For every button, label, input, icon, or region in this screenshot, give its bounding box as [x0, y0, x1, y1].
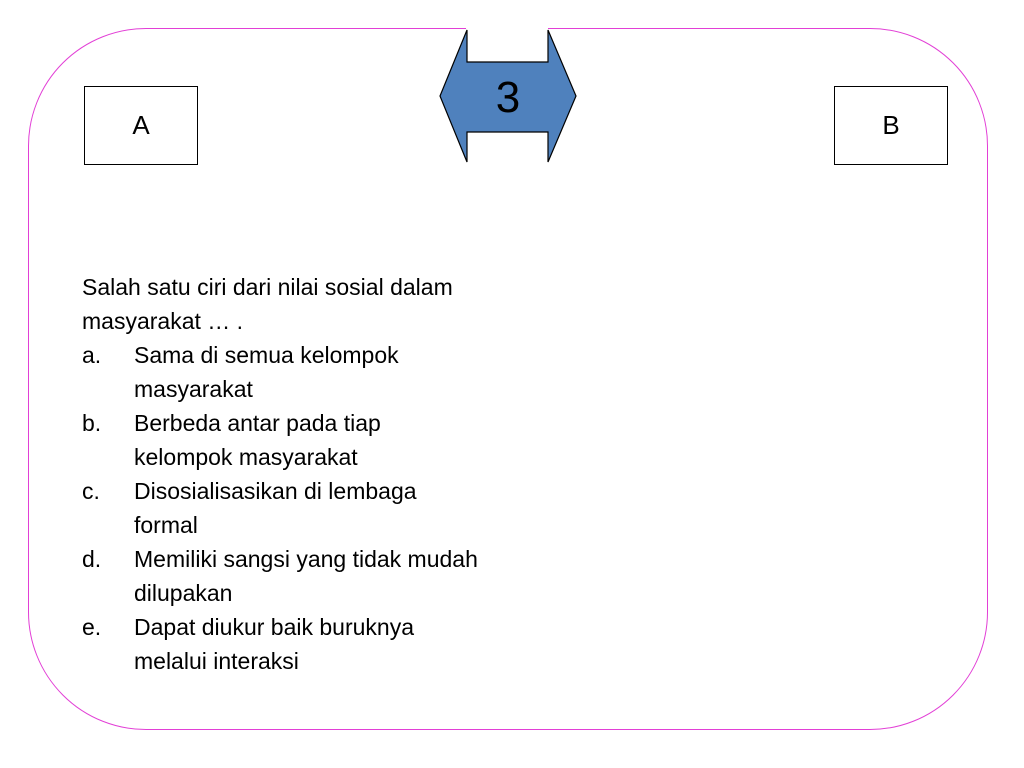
option-letter: c.	[82, 478, 100, 504]
option-text: Berbeda antar pada tiap kelompok masyarakat	[134, 410, 381, 470]
answer-box-b[interactable]	[834, 86, 948, 165]
option-letter: e.	[82, 614, 102, 640]
question-number-badge	[438, 28, 578, 168]
answer-box-a-label: A	[132, 110, 150, 140]
option-letter: d.	[82, 546, 102, 572]
option-text: Memiliki sangsi yang tidak mudah dilupakan	[134, 546, 478, 606]
question-block	[82, 270, 482, 678]
option-e[interactable]	[82, 610, 482, 678]
option-a[interactable]	[82, 338, 482, 406]
option-letter: b.	[82, 410, 102, 436]
option-b[interactable]	[82, 406, 482, 474]
option-text: Sama di semua kelompok masyarakat	[134, 342, 399, 402]
question-stem: Salah satu ciri dari nilai sosial dalam masyarakat … .	[82, 274, 453, 334]
options-list	[82, 338, 482, 678]
option-letter: a.	[82, 342, 102, 368]
option-d[interactable]	[82, 542, 482, 610]
answer-box-a[interactable]	[84, 86, 198, 165]
option-text: Disosialisasikan di lembaga formal	[134, 478, 417, 538]
option-c[interactable]	[82, 474, 482, 542]
answer-box-b-label: B	[882, 110, 900, 140]
option-text: Dapat diukur baik buruknya melalui interaksi	[134, 614, 414, 674]
question-number: 3	[495, 73, 521, 122]
